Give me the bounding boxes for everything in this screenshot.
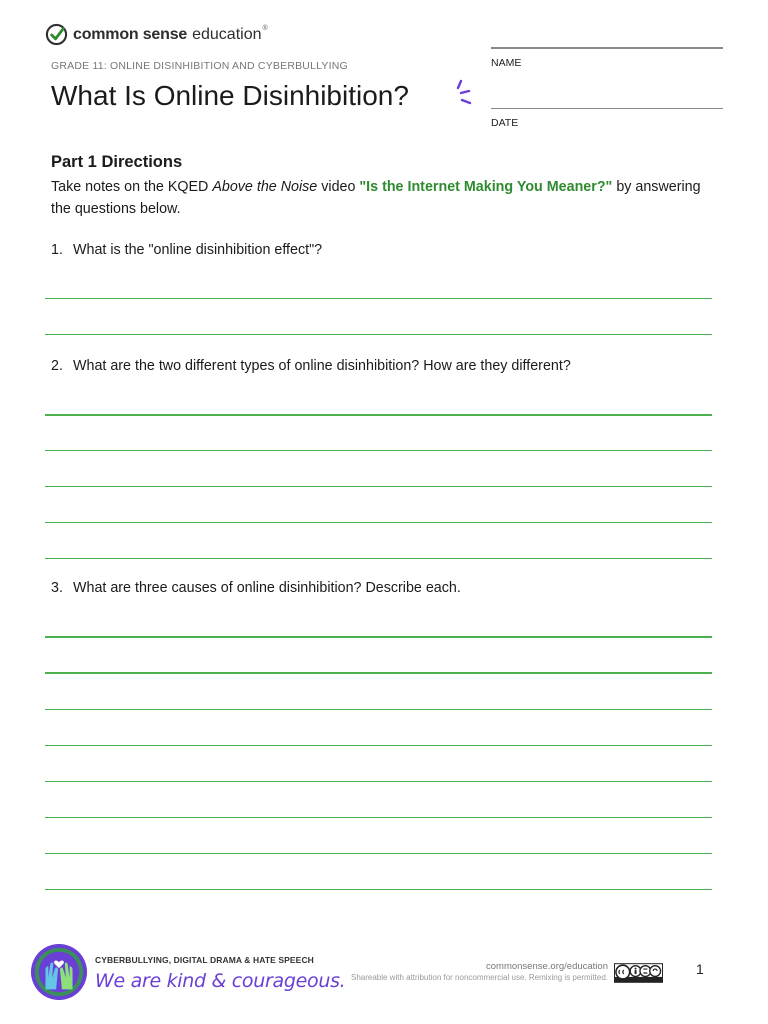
video-title-link[interactable]: "Is the Internet Making You Meaner?" [359, 179, 613, 195]
brand-name-light: education [192, 25, 262, 43]
answer-line[interactable] [45, 298, 712, 299]
question-3 [51, 580, 461, 596]
answer-line[interactable] [45, 558, 712, 559]
answer-line[interactable] [45, 414, 712, 416]
question-number: 3. [51, 580, 63, 596]
answer-line[interactable] [45, 817, 712, 818]
footer-topic: CYBERBULLYING, DIGITAL DRAMA & HATE SPEECH [95, 955, 314, 965]
question-number: 1. [51, 242, 63, 258]
sparkle-icon [455, 77, 479, 109]
brand-logo [45, 23, 268, 46]
answer-line[interactable] [45, 334, 712, 335]
answer-line[interactable] [45, 781, 712, 782]
show-name: Above the Noise [212, 179, 318, 195]
question-2 [51, 358, 571, 374]
checkmark-logo-icon [45, 23, 68, 46]
page-title: What Is Online Disinhibition? [51, 80, 409, 111]
question-1 [51, 242, 322, 258]
question-text: What are three causes of online disinhibition? Describe each. [73, 580, 461, 596]
question-number: 2. [51, 358, 63, 374]
answer-line[interactable] [45, 486, 712, 487]
directions-heading: Part 1 Directions [51, 153, 183, 171]
brand-name-strong: common sense [73, 25, 188, 43]
creative-commons-license-icon [614, 963, 663, 983]
footer-url-link[interactable]: commonsense.org/education [486, 961, 608, 972]
date-field-line[interactable] [491, 108, 723, 109]
directions-text-after: by answering the questions below. [51, 179, 701, 217]
grade-lesson-label: GRADE 11: ONLINE DISINHIBITION AND CYBERBULLYING [51, 60, 348, 72]
answer-line[interactable] [45, 522, 712, 523]
answer-line[interactable] [45, 853, 712, 854]
directions-text [51, 176, 716, 220]
answer-line[interactable] [45, 889, 712, 890]
answer-line[interactable] [45, 745, 712, 746]
answer-line[interactable] [45, 636, 712, 638]
question-text: What are the two different types of online disinhibition? How are they different? [73, 358, 571, 374]
footer-slogan: We are kind & courageous. [95, 970, 346, 992]
answer-line[interactable] [45, 709, 712, 710]
page-number: 1 [696, 961, 704, 977]
question-text: What is the "online disinhibition effect"? [73, 242, 323, 258]
footer-license-text: Shareable with attribution for noncommercial use. Remixing is permitted. [350, 973, 608, 982]
answer-line[interactable] [45, 672, 712, 674]
name-field-line[interactable] [491, 47, 723, 49]
brand-registered-mark: ® [262, 25, 268, 32]
answer-line[interactable] [45, 450, 712, 451]
directions-text-middle: video [317, 179, 360, 195]
date-label: DATE [491, 117, 519, 129]
directions-text-before: Take notes on the KQED [51, 179, 213, 195]
name-label: NAME [491, 57, 522, 69]
raised-hands-badge-icon [30, 943, 88, 1001]
